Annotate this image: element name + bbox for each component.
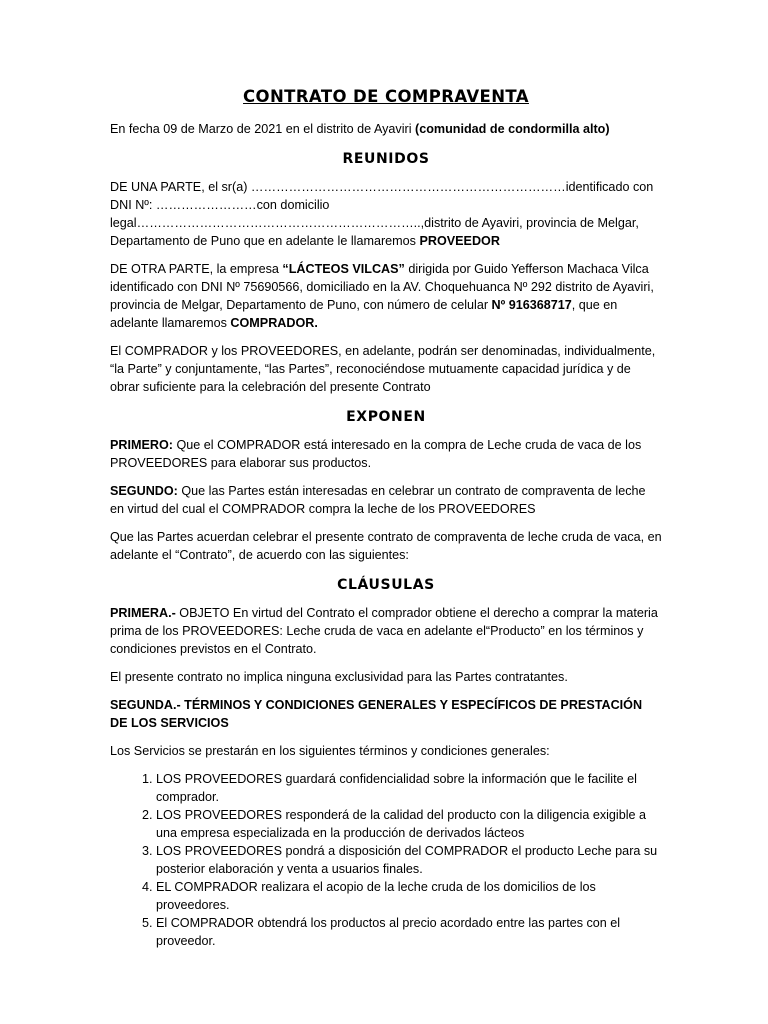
document-title: CONTRATO DE COMPRAVENTA bbox=[243, 87, 529, 106]
reunidos-paragraph-2 bbox=[110, 260, 662, 332]
company-name: “LÁCTEOS VILCAS” bbox=[282, 262, 405, 276]
party-two-role: COMPRADOR. bbox=[230, 316, 318, 330]
list-item: 4. EL COMPRADOR realizara el acopio de la leche cruda de los domicilios de los proveedores. bbox=[156, 878, 662, 914]
segundo-text: Que las Partes están interesadas en celebrar un contrato de compraventa de leche en virtud del cual el COMPRADOR compra la leche de los PROVEEDORES bbox=[110, 484, 646, 516]
list-item: 5. El COMPRADOR obtendrá los productos al precio acordado entre las partes con el proveedor. bbox=[156, 914, 662, 950]
clausulas-paragraph-4: Los Servicios se prestarán en los siguientes términos y condiciones generales: bbox=[110, 744, 550, 758]
exponen-primero bbox=[110, 436, 662, 472]
party-two-text-2: dirigida por Guido Yefferson Machaca Vilca identificado con DNI Nº 75690566, domiciliado en la AV. Choquehuanca Nº 292 distrito de Ayaviri, provincia de Melgar, Departamento de Puno, con número de celular bbox=[110, 262, 654, 312]
list-item: 1. LOS PROVEEDORES guardará confidencialidad sobre la información que le facilite el comprador. bbox=[156, 770, 662, 806]
party-one-text: DE UNA PARTE, el sr(a) …………………………………………………………………identificado con DNI Nº: ……………………con domicilio legal…………………………………………………………..,distrito de Ayaviri, provincia de Melgar, Departamento de Puno que en adelante le llamaremos bbox=[110, 180, 654, 248]
primero-text: Que el COMPRADOR está interesado en la compra de Leche cruda de vaca de los PROVEEDORES para elaborar sus productos. bbox=[110, 438, 642, 470]
intro-text: En fecha 09 de Marzo de 2021 en el distrito de Ayaviri bbox=[110, 122, 416, 136]
clausula-primera bbox=[110, 604, 662, 658]
intro-paragraph bbox=[110, 120, 662, 138]
party-two-text-1: DE OTRA PARTE, la empresa bbox=[110, 262, 283, 276]
list-item: 3. LOS PROVEEDORES pondrá a disposición del COMPRADOR el producto Leche para su posterior elaboración y venta a usuarios finales. bbox=[156, 842, 662, 878]
exponen-segundo bbox=[110, 482, 662, 518]
exponen-paragraph-3: Que las Partes acuerdan celebrar el presente contrato de compraventa de leche cruda de vaca, en adelante el “Contrato”, de acuerdo con las siguientes: bbox=[110, 530, 662, 562]
party-two-text-3: , que en adelante llamaremos bbox=[110, 298, 618, 330]
document-body bbox=[110, 84, 662, 950]
clausulas-paragraph-2: El presente contrato no implica ninguna exclusividad para las Partes contratantes. bbox=[110, 670, 568, 684]
list-item: 2. LOS PROVEEDORES responderá de la calidad del producto con la diligencia exigible a una empresa especializada en la producción de derivados lácteos bbox=[156, 806, 662, 842]
intro-community: (comunidad de condormilla alto) bbox=[415, 122, 610, 136]
reunidos-paragraph-3: El COMPRADOR y los PROVEEDORES, en adelante, podrán ser denominadas, individualmente, “la Parte” y conjuntamente, “las Partes”, reconociéndose mutuamente capacidad jurídica y de obrar suficiente para la celebración del presente Contrato bbox=[110, 344, 656, 394]
clausula-segunda-heading: SEGUNDA.- TÉRMINOS Y CONDICIONES GENERALES Y ESPECÍFICOS DE PRESTACIÓN DE LOS SERVICIOS bbox=[110, 698, 643, 730]
heading-clausulas: CLÁUSULAS bbox=[337, 577, 435, 593]
phone-number: Nº 916368717 bbox=[491, 298, 572, 312]
heading-exponen: EXPONEN bbox=[346, 409, 426, 425]
primero-label: PRIMERO: bbox=[110, 438, 173, 452]
reunidos-paragraph-1 bbox=[110, 178, 662, 250]
primera-label: PRIMERA.- bbox=[110, 606, 176, 620]
heading-reunidos: REUNIDOS bbox=[342, 151, 430, 167]
party-one-role: PROVEEDOR bbox=[419, 234, 500, 248]
conditions-list bbox=[110, 770, 662, 950]
primera-text: OBJETO En virtud del Contrato el comprador obtiene el derecho a comprar la materia prima de los PROVEEDORES: Leche cruda de vaca en adelante el“Producto” en los términos y condiciones previstos en el Contrato. bbox=[110, 606, 658, 656]
segundo-label: SEGUNDO: bbox=[110, 484, 178, 498]
